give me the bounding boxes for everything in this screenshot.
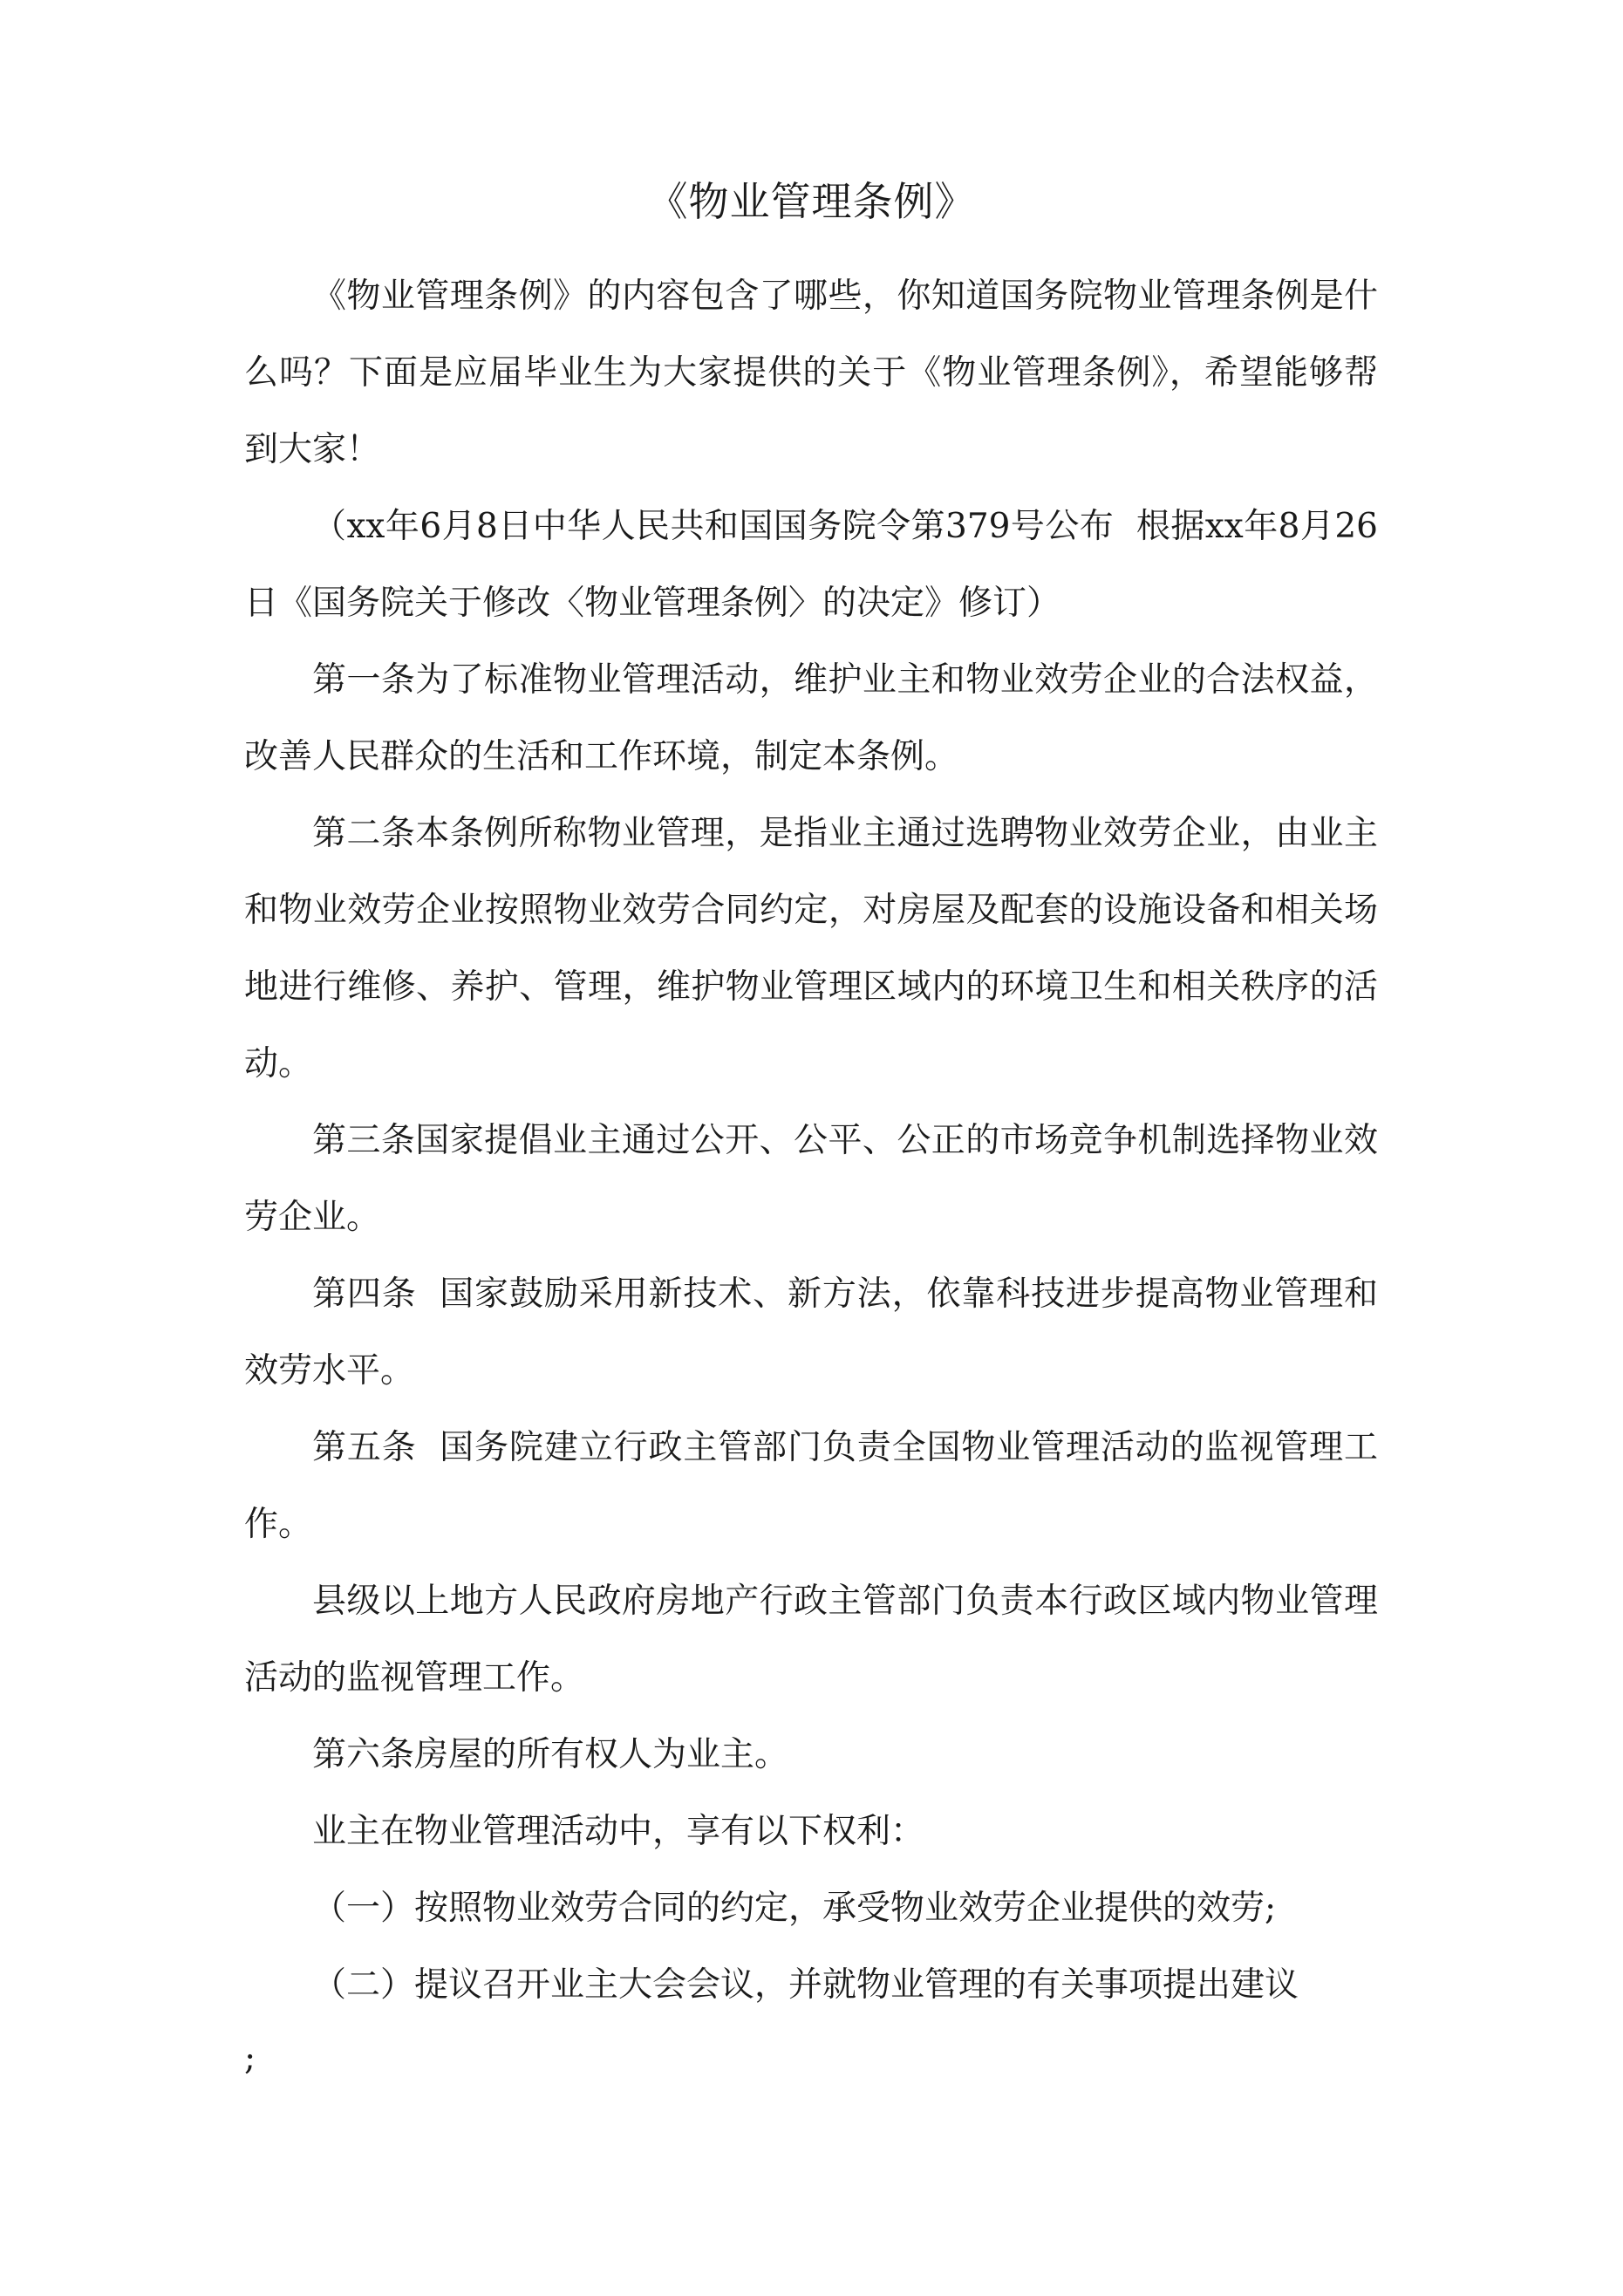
article-3: 第三条国家提倡业主通过公开、公平、公正的市场竞争机制选择物业效劳企业。 — [244, 1121, 1378, 1237]
trailing-semicolon: ; — [244, 2039, 256, 2078]
article-4: 第四条 国家鼓励采用新技术、新方法，依靠科技进步提高物业管理和效劳水平。 — [244, 1274, 1378, 1391]
document-body — [244, 258, 1378, 2094]
article-5: 第五条 国务院建立行政主管部门负责全国物业管理活动的监视管理工作。 — [244, 1428, 1378, 1544]
owner-right-1: （一）按照物业效劳合同的约定，承受物业效劳企业提供的效劳; — [312, 1889, 1277, 1928]
article-5-clause-2: 县级以上地方人民政府房地产行政主管部门负责本行政区域内物业管理活动的监视管理工作。 — [244, 1582, 1378, 1698]
document-title: 《物业管理条例》 — [647, 178, 976, 225]
owner-right-2: （二）提议召开业主大会会议，并就物业管理的有关事项提出建议 — [312, 1965, 1299, 2005]
intro-paragraph: 《物业管理条例》的内容包含了哪些，你知道国务院物业管理条例是什么吗？下面是应届毕业生为大家提供的关于《物业管理条例》，希望能够帮到大家！ — [244, 277, 1378, 469]
article-2: 第二条本条例所称物业管理，是指业主通过选聘物业效劳企业，由业主和物业效劳企业按照物业效劳合同约定，对房屋及配套的设施设备和相关场地进行维修、养护、管理，维护物业管理区域内的环境卫生和相关秩序的活动。 — [244, 814, 1378, 1083]
owner-rights-intro: 业主在物业管理活动中，享有以下权利： — [312, 1812, 925, 1851]
article-1: 第一条为了标准物业管理活动，维护业主和物业效劳企业的合法权益，改善人民群众的生活和工作环境，制定本条例。 — [244, 660, 1378, 776]
promulgation-note: （xx年6月8日中华人民共和国国务院令第379号公布 根据xx年8月26日《国务院关于修改〈物业管理条例〉的决定》修订） — [244, 507, 1378, 623]
article-6: 第六条房屋的所有权人为业主。 — [312, 1735, 789, 1774]
